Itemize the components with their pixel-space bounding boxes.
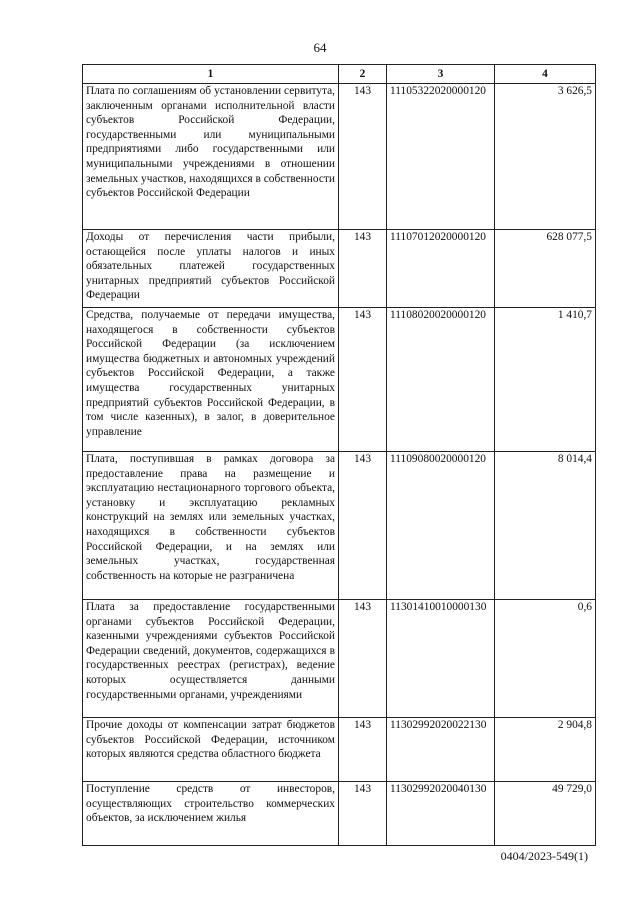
table-row bbox=[83, 308, 596, 452]
table-row bbox=[83, 600, 596, 718]
revenue-description: Плата, поступившая в рамках договора за предоставление права на размещение и эксплуатацию нестационарного торгового объекта, установку и эксплуатацию рекламных конструкций на землях или земельных участках, находящихся в собственности субъектов Российской Федерации, и на землях или земельных участках, государственная собственность на которые не разграничена bbox=[83, 452, 339, 600]
administrator-code: 143 bbox=[339, 718, 387, 782]
amount: 8 014,4 bbox=[495, 452, 596, 600]
administrator-code: 143 bbox=[339, 600, 387, 718]
amount: 0,6 bbox=[495, 600, 596, 718]
budget-classification-code: 11108020020000120 bbox=[387, 308, 495, 452]
document-id: 0404/2023-549(1) bbox=[500, 849, 588, 863]
revenue-description: Прочие доходы от компенсации затрат бюджетов субъектов Российской Федерации, источником которых являются средства областного бюджета bbox=[83, 718, 339, 782]
page-number: 64 bbox=[313, 40, 327, 55]
amount: 3 626,5 bbox=[495, 84, 596, 230]
amount: 1 410,7 bbox=[495, 308, 596, 452]
revenue-description: Средства, получаемые от передачи имущества, находящегося в собственности субъектов Российской Федерации (за исключением имущества бюджетных и автономных учреждений субъектов Российской Федерации, а также имущества государственных унитарных предприятий субъектов Российской Федерации, в том числе казенных), в залог, в доверительное управление bbox=[83, 308, 339, 452]
column-header: 3 bbox=[387, 65, 495, 84]
table-row bbox=[83, 782, 596, 846]
administrator-code: 143 bbox=[339, 84, 387, 230]
budget-classification-code: 11302992020022130 bbox=[387, 718, 495, 782]
revenue-description: Плата по соглашениям об установлении сервитута, заключенным органами исполнительной власти субъектов Российской Федерации, государственными или муниципальными предприятиями либо государственными или муниципальными учреждениями в отношении земельных участков, находящихся в собственности субъектов Российской Федерации bbox=[83, 84, 339, 230]
column-header: 1 bbox=[83, 65, 339, 84]
column-header: 2 bbox=[339, 65, 387, 84]
budget-classification-code: 11107012020000120 bbox=[387, 230, 495, 308]
amount: 628 077,5 bbox=[495, 230, 596, 308]
budget-classification-code: 11302992020040130 bbox=[387, 782, 495, 846]
table-row bbox=[83, 230, 596, 308]
column-header: 4 bbox=[495, 65, 596, 84]
administrator-code: 143 bbox=[339, 308, 387, 452]
budget-classification-code: 11301410010000130 bbox=[387, 600, 495, 718]
table-row bbox=[83, 718, 596, 782]
revenue-description: Поступление средств от инвесторов, осуществляющих строительство коммерческих объектов, за исключением жилья bbox=[83, 782, 339, 846]
table-header-row bbox=[83, 65, 596, 84]
revenue-table bbox=[82, 64, 596, 846]
budget-classification-code: 11109080020000120 bbox=[387, 452, 495, 600]
administrator-code: 143 bbox=[339, 452, 387, 600]
revenue-description: Плата за предоставление государственными органами субъектов Российской Федерации, казенными учреждениями субъектов Российской Федерации сведений, документов, содержащихся в государственных реестрах (регистрах), ведение которых осуществляется данными государственными органами, учреждениями bbox=[83, 600, 339, 718]
table-row bbox=[83, 452, 596, 600]
budget-classification-code: 11105322020000120 bbox=[387, 84, 495, 230]
amount: 2 904,8 bbox=[495, 718, 596, 782]
table-row bbox=[83, 84, 596, 230]
amount: 49 729,0 bbox=[495, 782, 596, 846]
revenue-description: Доходы от перечисления части прибыли, остающейся после уплаты налогов и иных обязательных платежей государственных унитарных предприятий субъектов Российской Федерации bbox=[83, 230, 339, 308]
administrator-code: 143 bbox=[339, 782, 387, 846]
administrator-code: 143 bbox=[339, 230, 387, 308]
